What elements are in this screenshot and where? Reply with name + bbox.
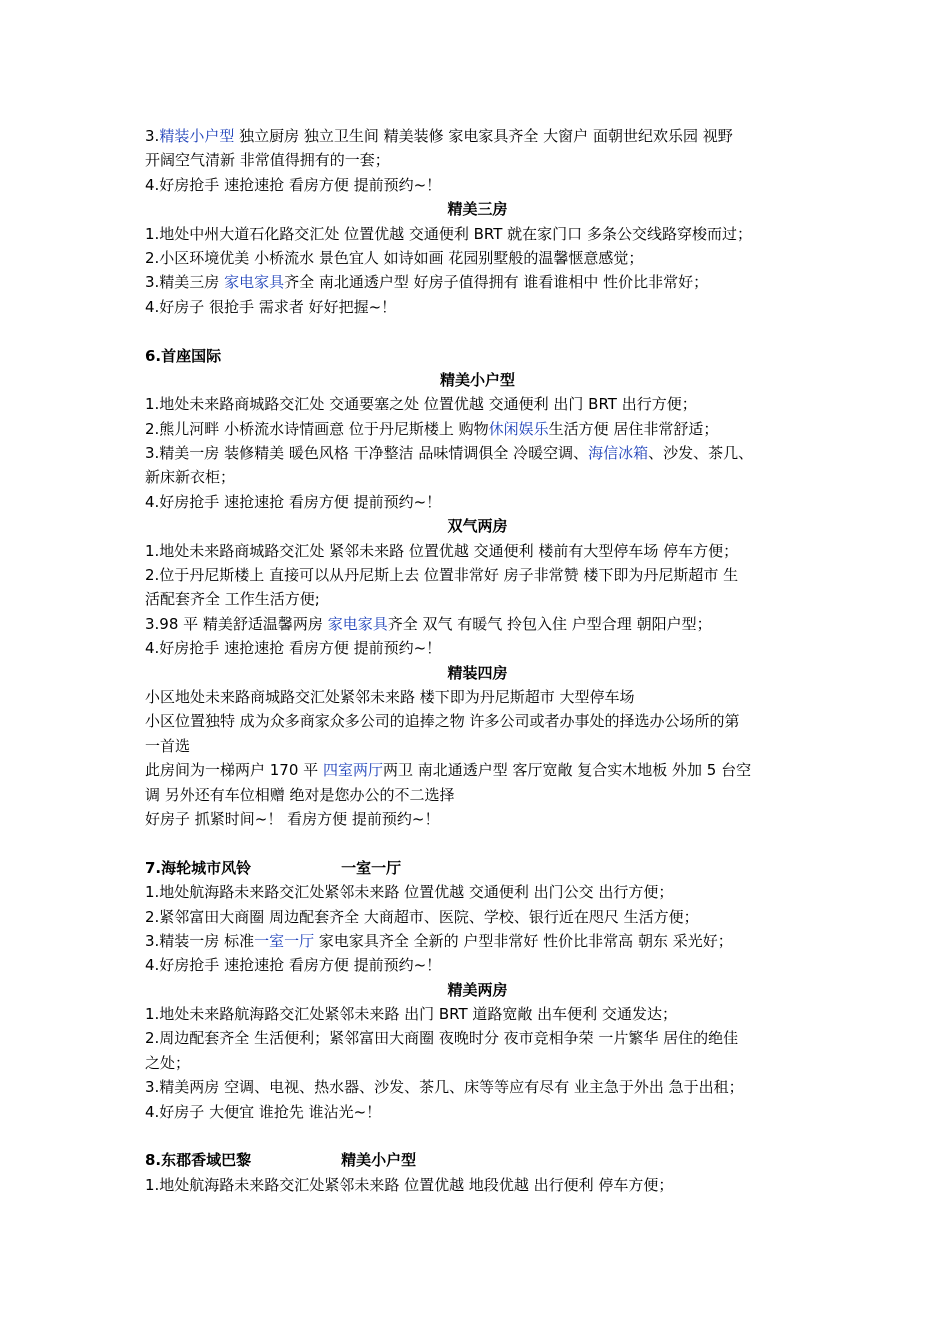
text-run: 3.精美两房 空调、电视、热水器、沙发、茶几、床等等应有尽有 业主急于外出 急于出租； — [145, 1078, 744, 1097]
text-run: 齐全 双气 有暖气 拎包入住 户型合理 朝阳户型； — [387, 614, 712, 633]
text-run: 1.地处未来路商城路交汇处 交通要塞之处 位置优越 交通便利 出门 BRT 出行方便； — [145, 395, 697, 414]
paragraph-line — [145, 807, 810, 831]
inline-link[interactable]: 家电家具 — [327, 614, 388, 633]
section-heading — [145, 344, 810, 368]
paragraph-line — [145, 636, 810, 660]
inline-link[interactable]: 四室两厅 — [322, 761, 383, 780]
paragraph-line — [145, 295, 810, 319]
text-run: 1.地处未来路航海路交汇处紧邻未来路 出门 BRT 道路宽敞 出车便利 交通发达； — [145, 1005, 677, 1024]
text-run: 齐全 南北通透户型 好房子值得拥有 谁看谁相中 性价比非常好； — [284, 273, 709, 292]
text-run: 独立厨房 独立卫生间 精美装修 家电家具齐全 大窗户 面朝世纪欢乐园 视野 — [234, 127, 733, 145]
paragraph-line — [145, 1173, 810, 1197]
text-run: 一首选 — [145, 736, 191, 755]
paragraph-line — [145, 539, 810, 563]
text-run: 1.地处航海路未来路交汇处紧邻未来路 位置优越 地段优越 出行便利 停车方便； — [145, 1175, 674, 1194]
text-run: 4.好房抢手 速抢速抢 看房方便 提前预约~！ — [145, 175, 442, 194]
document-body — [145, 124, 810, 1197]
paragraph-line — [145, 1051, 810, 1075]
paragraph-line — [145, 587, 810, 611]
text-run: 新床新衣柜； — [145, 468, 236, 487]
text-run: 4.好房抢手 速抢速抢 看房方便 提前预约~！ — [145, 956, 442, 975]
paragraph-line — [145, 148, 810, 172]
text-run: 1.地处中州大道石化路交汇处 位置优越 交通便利 BRT 就在家门口 多条公交线路穿梭而过； — [145, 224, 752, 243]
paragraph-line — [145, 880, 810, 904]
paragraph-line — [145, 1002, 810, 1026]
text-run: 1.地处未来路商城路交汇处 紧邻未来路 位置优越 交通便利 楼前有大型停车场 停车方便； — [145, 541, 739, 560]
text-run: 双气两房 — [447, 517, 508, 536]
text-run: 4.好房抢手 速抢速抢 看房方便 提前预约~！ — [145, 492, 442, 511]
paragraph-line — [145, 270, 810, 294]
inline-link[interactable]: 一室一厅 — [254, 931, 315, 950]
blank-line — [145, 831, 810, 855]
text-run: 6.首座国际 — [145, 346, 222, 365]
paragraph-line — [145, 563, 810, 587]
text-run: 2.熊儿河畔 小桥流水诗情画意 位于丹尼斯楼上 购物 — [145, 419, 489, 438]
paragraph-line — [145, 929, 810, 953]
text-run: 3.精装一房 标准 — [145, 931, 255, 950]
paragraph-line — [145, 758, 810, 782]
text-run: 小区地处未来路商城路交汇处紧邻未来路 楼下即为丹尼斯超市 大型停车场 — [145, 687, 635, 706]
section-subheading — [145, 514, 810, 538]
text-run: 精美小户型 — [439, 370, 515, 389]
text-run: 调 另外还有车位相赠 绝对是您办公的不二选择 — [145, 785, 455, 804]
text-run: 精美小户型 — [341, 1151, 417, 1170]
blank-line — [145, 319, 810, 343]
section-subheading — [145, 368, 810, 392]
text-run: 好房子 抓紧时间~！ 看房方便 提前预约~！ — [145, 809, 440, 828]
text-run: 一室一厅 — [341, 858, 402, 877]
paragraph-line — [145, 1026, 810, 1050]
section-subheading — [145, 661, 810, 685]
text-run: 两卫 南北通透户型 客厅宽敞 复合实木地板 外加 5 台空 — [382, 761, 752, 780]
inline-link[interactable]: 海信冰箱 — [588, 444, 649, 463]
text-run: 开阔空气清新 非常值得拥有的一套； — [145, 151, 390, 170]
text-run: 、沙发、茶几、 — [648, 444, 754, 463]
text-run: 精装四房 — [447, 663, 508, 682]
section-heading — [145, 1148, 810, 1172]
text-run: 2.位于丹尼斯楼上 直接可以从丹尼斯上去 位置非常好 房子非常赞 楼下即为丹尼斯超市 生 — [145, 566, 739, 585]
blank-line — [145, 1124, 810, 1148]
section-subheading — [145, 197, 810, 221]
paragraph-line — [145, 173, 810, 197]
paragraph-line — [145, 905, 810, 929]
paragraph-line — [145, 953, 810, 977]
text-run: 2.周边配套齐全 生活便利；紧邻富田大商圈 夜晚时分 夜市竞相争荣 一片繁华 居住的绝佳 — [145, 1029, 739, 1048]
text-run: 2.小区环境优美 小桥流水 景色宜人 如诗如画 花园别墅般的温馨惬意感觉； — [145, 248, 644, 267]
text-run: 3. — [145, 127, 160, 145]
paragraph-line — [145, 417, 810, 441]
text-run: 生活方便 居住非常舒适； — [548, 419, 719, 438]
section-heading — [145, 856, 810, 880]
inline-link[interactable]: 精装小户型 — [159, 127, 235, 145]
paragraph-line — [145, 734, 810, 758]
text-run: 之处； — [145, 1053, 191, 1072]
text-run: 7.海轮城市风铃 — [145, 858, 252, 877]
paragraph-line — [145, 709, 810, 733]
text-run: 家电家具齐全 全新的 户型非常好 性价比非常高 朝东 采光好； — [314, 931, 733, 950]
text-run: 2.紧邻富田大商圈 周边配套齐全 大商超市、医院、学校、银行近在咫尺 生活方便； — [145, 907, 699, 926]
text-run: 活配套齐全 工作生活方便; — [145, 590, 320, 609]
text-run: 精美三房 — [447, 200, 508, 219]
text-run: 3.精美一房 装修精美 暖色风格 干净整洁 品味情调俱全 冷暖空调、 — [145, 444, 589, 463]
paragraph-line — [145, 783, 810, 807]
paragraph-line — [145, 392, 810, 416]
text-run: 此房间为一梯两户 170 平 — [145, 761, 323, 780]
inline-link[interactable]: 休闲娱乐 — [488, 419, 549, 438]
paragraph-line — [145, 1100, 810, 1124]
text-run: 3.精美三房 — [145, 273, 225, 292]
text-run: 1.地处航海路未来路交汇处紧邻未来路 位置优越 交通便利 出门公交 出行方便； — [145, 883, 674, 902]
paragraph-line — [145, 685, 810, 709]
text-run: 精美两房 — [447, 980, 508, 999]
paragraph-line — [145, 1075, 810, 1099]
paragraph-line — [145, 465, 810, 489]
paragraph-line — [145, 124, 810, 148]
text-run: 8.东郡香域巴黎 — [145, 1151, 252, 1170]
text-run: 3.98 平 精美舒适温馨两房 — [145, 614, 328, 633]
paragraph-line — [145, 441, 810, 465]
section-subheading — [145, 978, 810, 1002]
paragraph-line — [145, 246, 810, 270]
paragraph-line — [145, 490, 810, 514]
paragraph-line — [145, 612, 810, 636]
paragraph-line — [145, 222, 810, 246]
text-run: 小区位置独特 成为众多商家众多公司的追捧之物 许多公司或者办事处的择选办公场所的第 — [145, 712, 740, 731]
text-run: 4.好房子 很抢手 需求者 好好把握~！ — [145, 297, 397, 316]
text-run: 4.好房子 大便宜 谁抢先 谁沾光~！ — [145, 1102, 382, 1121]
inline-link[interactable]: 家电家具 — [224, 273, 285, 292]
text-run: 4.好房抢手 速抢速抢 看房方便 提前预约~！ — [145, 639, 442, 658]
